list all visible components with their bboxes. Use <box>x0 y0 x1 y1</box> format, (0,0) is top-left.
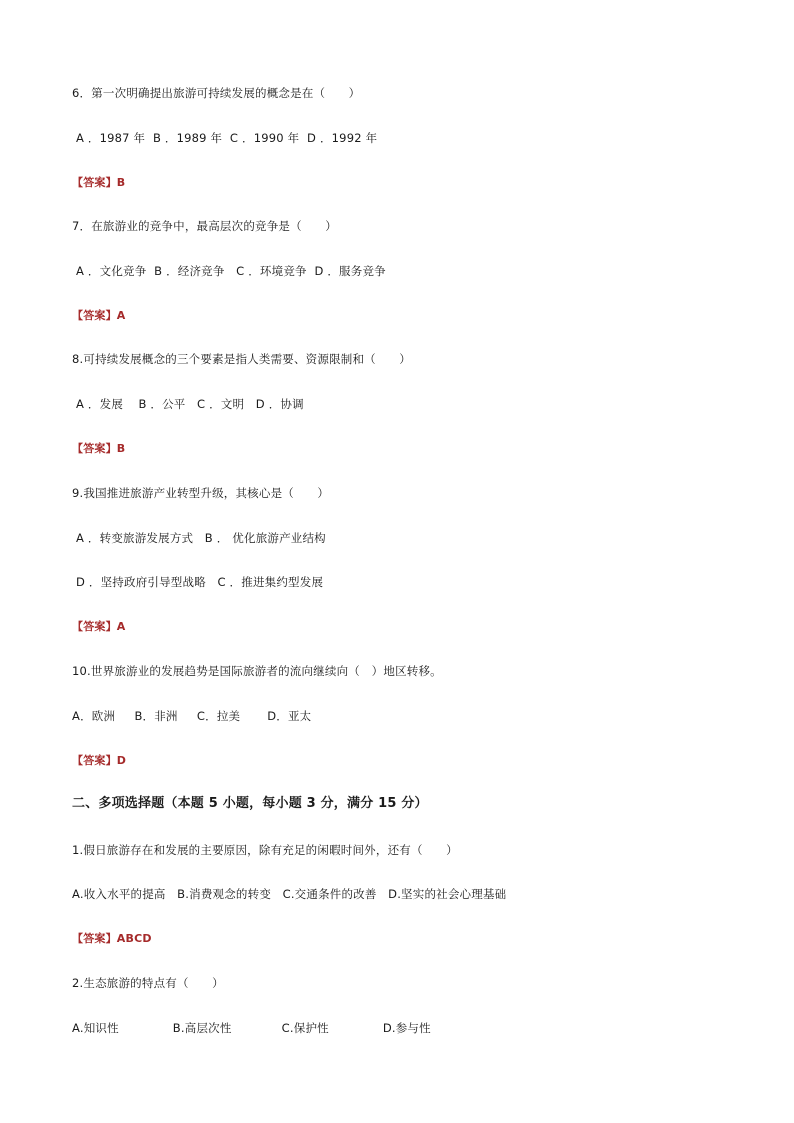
m2-question: 2.生态旅游的特点有（ ） <box>72 976 224 990</box>
m2-options: A.知识性 B.高层次性 C.保护性 D.参与性 <box>72 1021 431 1035</box>
q10-question: 10.世界旅游业的发展趋势是国际旅游者的流向继续向（ ）地区转移。 <box>72 664 442 678</box>
q6-answer: 【答案】B <box>72 176 126 189</box>
q9-question: 9.我国推进旅游产业转型升级，其核心是（ ） <box>72 486 330 500</box>
q9-options-line2: D ．坚持政府引导型战略 C ．推进集约型发展 <box>76 575 324 589</box>
q9-answer: 【答案】A <box>72 620 126 633</box>
q8-answer: 【答案】B <box>72 442 126 455</box>
m1-question: 1.假日旅游存在和发展的主要原因，除有充足的闲暇时间外，还有（ ） <box>72 843 458 857</box>
m1-answer: 【答案】ABCD <box>72 932 152 945</box>
q6-options: A ．1987 年 B ．1989 年 C ．1990 年 D ．1992 年 <box>76 131 378 145</box>
q7-answer: 【答案】A <box>72 309 126 322</box>
q10-answer: 【答案】D <box>72 754 127 767</box>
q8-question: 8.可持续发展概念的三个要素是指人类需要、资源限制和（ ） <box>72 352 411 366</box>
q9-options-line1: A ．转变旅游发展方式 B ． 优化旅游产业结构 <box>76 531 326 545</box>
q7-options: A ．文化竞争 B ．经济竞争 C ．环境竞争 D ．服务竞争 <box>76 264 386 278</box>
q7-question: 7．在旅游业的竞争中，最高层次的竞争是（ ） <box>72 219 337 233</box>
q6-question: 6．第一次明确提出旅游可持续发展的概念是在（ ） <box>72 86 361 100</box>
m1-options: A.收入水平的提高 B.消费观念的转变 C.交通条件的改善 D.坚实的社会心理基础 <box>72 887 507 901</box>
q10-options: A．欧洲 B．非洲 C．拉美 D．亚太 <box>72 709 312 723</box>
section2-title: 二、多项选择题（本题 5 小题，每小题 3 分，满分 15 分） <box>72 796 428 811</box>
q8-options: A ．发展 B ．公平 C ．文明 D ．协调 <box>76 397 304 411</box>
